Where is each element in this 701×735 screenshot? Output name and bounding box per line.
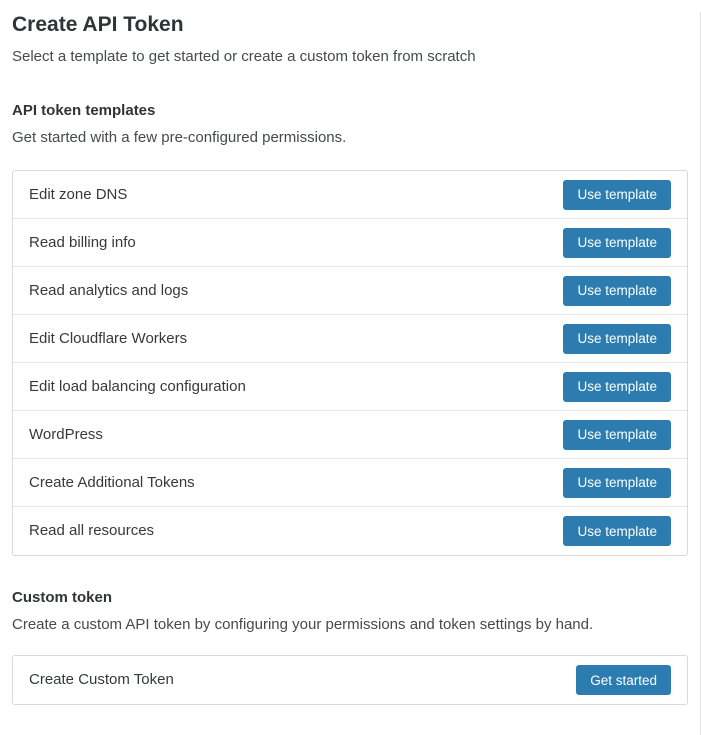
api-token-templates-description: Get started with a few pre-configured permissions. (12, 129, 347, 146)
api-token-templates-list (12, 170, 688, 556)
use-template-button-edit-cloudflare-workers[interactable]: Use template (563, 324, 671, 354)
api-token-templates-header (12, 101, 688, 148)
table-row (13, 459, 687, 507)
custom-token-row-label: Create Custom Token (29, 671, 174, 688)
table-row (13, 171, 687, 219)
create-api-token-page (0, 12, 701, 735)
template-name: Read billing info (29, 233, 136, 251)
template-name: Create Additional Tokens (29, 473, 195, 491)
use-template-button-edit-load-balancing-configuration[interactable]: Use template (563, 372, 671, 402)
get-started-button[interactable]: Get started (576, 665, 671, 695)
page-title: Create API Token (12, 13, 184, 36)
use-template-button-wordpress[interactable]: Use template (563, 420, 671, 450)
use-template-button-create-additional-tokens[interactable]: Use template (563, 468, 671, 498)
custom-token-title: Custom token (12, 589, 113, 606)
custom-token-card (12, 655, 688, 705)
template-name: Read all resources (29, 522, 155, 539)
table-row (13, 315, 687, 363)
template-name: Edit load balancing configuration (29, 377, 246, 395)
page-subtitle: Select a template to get started or create a custom token from scratch (12, 48, 476, 65)
table-row (13, 411, 687, 459)
table-row (13, 507, 687, 555)
api-token-templates-title: API token templates (12, 102, 156, 119)
template-name: WordPress (29, 425, 103, 443)
use-template-button-edit-zone-dns[interactable]: Use template (563, 180, 671, 210)
use-template-button-read-analytics-and-logs[interactable]: Use template (563, 276, 671, 306)
table-row (13, 267, 687, 315)
template-name: Read analytics and logs (29, 281, 189, 299)
custom-token-description: Create a custom API token by configuring your permissions and token settings by hand. (12, 616, 594, 633)
template-name: Edit zone DNS (29, 185, 128, 203)
table-row (13, 219, 687, 267)
use-template-button-read-all-resources[interactable]: Use template (563, 516, 671, 546)
custom-token-header (12, 588, 688, 635)
use-template-button-read-billing-info[interactable]: Use template (563, 228, 671, 258)
table-row (13, 363, 687, 411)
template-name: Edit Cloudflare Workers (29, 329, 188, 347)
table-row (13, 656, 687, 704)
